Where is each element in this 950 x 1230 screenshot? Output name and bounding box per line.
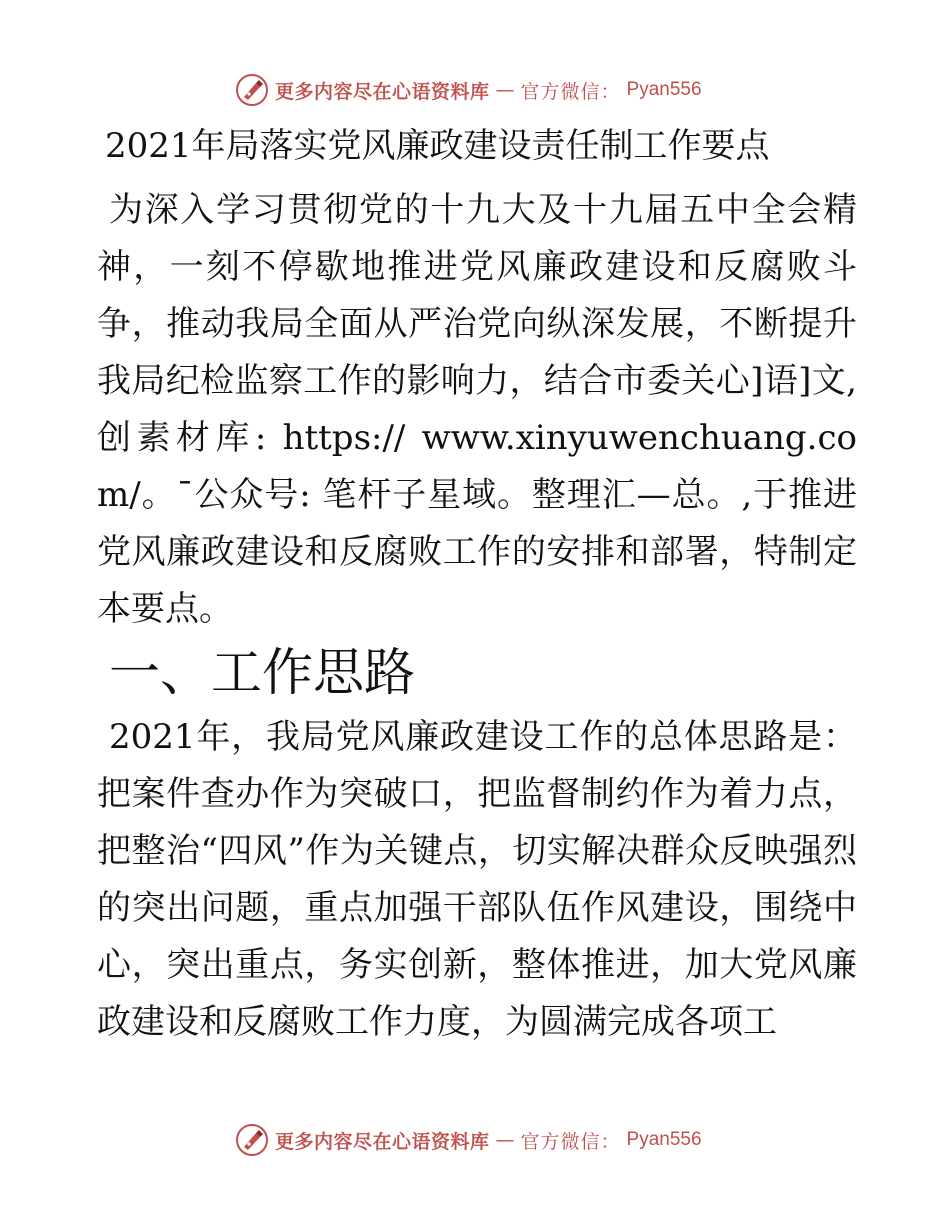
intro-paragraph: 为深入学习贯彻党的十九大及十九届五中全会精神，一刻不停歇地推进党风廉政建设和反腐败斗争，推动我局全面从严治党向纵深发展，不断提升我局纪检监察工作的影响力，结合市委关心]语]文,创素材库: https:// www.xinyuwenchuang.com/。¯公众号: 笔杆子星域。整理汇—总。,于推进党风廉政建设和反腐败工作的安排和部署，特制定本要点。 [97,190,857,629]
watermark-main-text: 更多内容尽在心语资料库 [275,80,490,103]
watermark-wechat-label: 官方微信： [520,1130,621,1153]
watermark-wechat-label: 官方微信： [520,80,621,103]
pen-nib-icon [235,73,269,107]
pen-nib-icon [235,1123,269,1157]
section-heading: 一、工作思路 [109,644,416,703]
watermark-main-text: 更多内容尽在心语资料库 [275,1130,490,1153]
document-title: 2021年局落实党风廉政建设责任制工作要点 [105,126,770,166]
header-watermark [235,72,702,108]
document-body [97,118,857,1058]
watermark-wechat-id: Pyan556 [626,1129,702,1150]
footer-watermark [235,1122,702,1158]
watermark-dash: — [495,79,515,101]
watermark-dash: — [495,1129,515,1151]
watermark-wechat-id: Pyan556 [626,79,702,100]
section-paragraph: 2021年，我局党风廉政建设工作的总体思路是：把案件查办作为突破口，把监督制约作为着力点，把整治“四风”作为关键点，切实解决群众反映强烈的突出问题，重点加强干部队伍作风建设，围绕中心，突出重点，务实创新，整体推进，加大党风廉政建设和反腐败工作力度，为圆满完成各项工 [97,717,857,1042]
